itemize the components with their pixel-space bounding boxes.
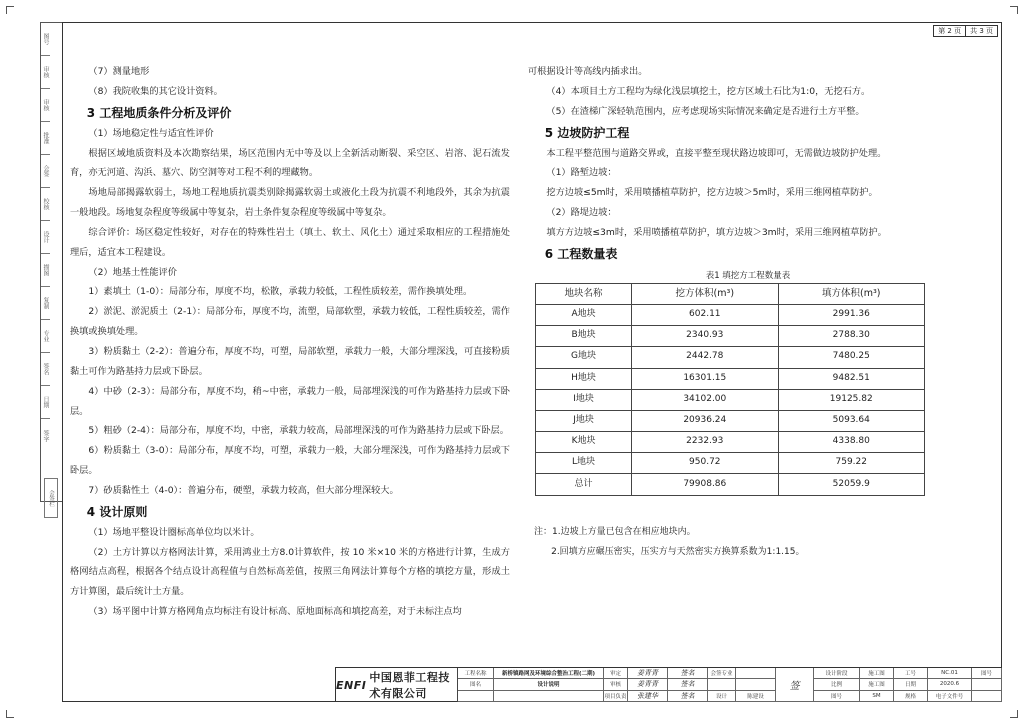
table-cell: 34102.00 (632, 389, 778, 410)
table-row (536, 304, 925, 325)
page-number (933, 25, 998, 37)
title-block-cell (458, 691, 494, 702)
table-cell: 7480.25 (778, 347, 924, 368)
list-item: 7）砂质黏性土（4-0）：普遍分布，硬塑，承载力较高，但大部分埋深较大。 (88, 484, 399, 496)
section-heading-5: 5 边坡防护工程 (544, 125, 630, 140)
list-item: （7）测量地形 (88, 66, 150, 77)
table-cell: B地块 (536, 326, 632, 347)
list-item: （1）场地平整设计圈标高单位均以米计。 (88, 526, 260, 538)
table-cell: 950.72 (632, 453, 778, 474)
title-block-cell: 新桥镇路网及环境综合整治工程(二期) (494, 668, 604, 679)
countersign-label: 会签栏 (44, 478, 58, 518)
title-block-cell: 审定 (604, 668, 628, 679)
crop-mark (6, 6, 14, 14)
table-cell: I地块 (536, 389, 632, 410)
strip-cell: 专业 (41, 320, 50, 353)
title-block-cell (494, 691, 604, 702)
list-item: （3）场平图中计算方格网角点均标注有设计标高、原地面标高和填挖高差，对于未标注点均 (88, 606, 462, 618)
table-header: 填方体积(m³) (778, 283, 924, 304)
title-block-cell: 姜青青 (628, 668, 668, 679)
strip-cell: 日期 (41, 386, 50, 419)
title-block-cell: SM (860, 691, 894, 702)
title-block-cell: NC.01 (928, 668, 972, 679)
company-label: 中国恩菲工程技术有限公司 (369, 671, 450, 700)
strip-cell: 复制 (41, 287, 50, 320)
table-cell: 2340.93 (632, 326, 778, 347)
table-title: 表1 填挖方工程数量表 (705, 270, 791, 281)
title-block-cell: 2020.6 (928, 679, 972, 690)
list-item: 4）中砂（2-3）：局部分布，厚度不均，稍~中密，承载力一般，局部埋深浅的可作为路基持力层或下卧层。 (70, 385, 510, 417)
signature-mark: 签 (776, 668, 814, 702)
table-row (536, 368, 925, 389)
title-block-cell: 工程名称 (458, 668, 494, 679)
strip-cell: 会签 (41, 155, 50, 188)
note: 注：1.边坡上方量已包含在相应地块内。 (534, 527, 696, 537)
table-cell: 79908.86 (632, 474, 778, 495)
paragraph: 场地局部揭露软弱土，场地工程地质抗震类别除揭露软弱土或液化土段为抗震不利地段外，其余为抗震一般地段。场地复杂程度等级属中等复杂，岩土条件复杂程度等级属中等复杂。 (70, 187, 510, 219)
paragraph: 根据区域地质资料及本次勘察结果，场区范围内无中等及以上全新活动断裂、采空区、岩溶、泥石流发育，亦无河道、沟浜、墓穴、防空洞等对工程不利的埋藏物。 (70, 147, 510, 179)
list-item: 5）粗砂（2-4）：局部分布，厚度不均，中密，承载力较高，局部埋深浅的可作为路基持力层或下卧层。 (88, 425, 509, 437)
table-row (536, 326, 925, 347)
crop-mark (6, 710, 14, 718)
title-block-cell: 项目负责 (604, 691, 628, 702)
table-notes (534, 522, 934, 562)
table-cell: 759.22 (778, 453, 924, 474)
table-row (536, 410, 925, 431)
strip-cell: 审核 (41, 89, 50, 122)
list-item: （5）在渣梯广深轻轨范围内，应考虑现场实际情况来确定是否进行土方平整。 (546, 105, 865, 117)
subsection-heading: （1）场地稳定性与适宜性评价 (88, 127, 214, 139)
paragraph: 本工程平整范围与道路交界或，直接平整至现状路边坡即可，无需做边坡防护处理。 (546, 147, 887, 159)
list-item: 1）素填土（1-0）：局部分布，厚度不均，松散，承载力较低，工程性质较差，需作换填处理。 (88, 286, 473, 298)
title-block-cell: 施工图 (860, 679, 894, 690)
table-cell: 2991.36 (778, 304, 924, 325)
table-cell: K地块 (536, 432, 632, 453)
strip-cell: 设计 (41, 221, 50, 254)
table-header-row (536, 283, 925, 304)
crop-mark (1010, 710, 1018, 718)
strip-cell: 审核 (41, 56, 50, 89)
strip-cell: 描图 (41, 254, 50, 287)
section-heading-3: 3 工程地质条件分析及评价 (86, 105, 232, 120)
list-item: 2）淤泥、淤泥质土（2-1）：局部分布，厚度不均，流塑，局部软塑，承载力较低，工程性质较差，需作换填或换填处理。 (70, 306, 510, 338)
title-block-grid (458, 668, 1002, 702)
title-block-cell: 设计说明 (494, 679, 604, 690)
left-signature-strip (40, 22, 62, 502)
strip-cell: 签名 (41, 353, 50, 386)
title-block-cell: 日期 (894, 679, 928, 690)
strip-cell: 签字 (42, 429, 49, 442)
table-row (536, 453, 925, 474)
title-block-cell: 陈建设 (736, 691, 776, 702)
title-block-cell: 规格 (894, 691, 928, 702)
page-total: 共 3 页 (965, 26, 997, 36)
title-block-cell: 施工图 (860, 668, 894, 679)
left-column (70, 62, 510, 622)
title-block-cell: 电子文件号 (928, 691, 972, 702)
table-cell: G地块 (536, 347, 632, 368)
title-block-cell: 比例 (814, 679, 860, 690)
title-block (335, 667, 1002, 702)
table-cell: 2442.78 (632, 347, 778, 368)
title-block-cell: 签名 (668, 691, 708, 702)
company-name (336, 668, 458, 702)
paragraph: 填方方边坡≤3m时，采用喷播植草防护，填方边坡＞3m时，采用三维网植草防护。 (546, 226, 887, 238)
title-block-cell: 图号 (972, 668, 1002, 679)
table-header: 挖方体积(m³) (632, 283, 778, 304)
crop-mark (1010, 6, 1018, 14)
list-item: （2）土方计算以方格网法计算，采用鸿业土方8.0计算软件，按 10 米×10 米的方格进行计算，生成方格网结点高程，根据各个结点设计高程值与自然标高差值，按照三角网法计算每个方格的填挖方量，形成土方计算图，最后统计土方量。 (70, 546, 510, 598)
table-cell: J地块 (536, 410, 632, 431)
list-item: （4）本项目土方工程均为绿化浅层填挖土，挖方区域土石比为1:0，无挖石方。 (546, 85, 871, 97)
title-block-cell (972, 691, 1002, 702)
table-cell: 2232.93 (632, 432, 778, 453)
table-cell: 19125.82 (778, 389, 924, 410)
title-block-cell: 审核 (604, 679, 628, 690)
table-cell: 52059.9 (778, 474, 924, 495)
earthwork-quantity-table (535, 283, 925, 496)
title-block-cell: 张建华 (628, 691, 668, 702)
paragraph: 可根据设计等高线内插求出。 (528, 66, 648, 77)
table-cell: 总计 (536, 474, 632, 495)
table-cell: 9482.51 (778, 368, 924, 389)
table-cell: 4338.80 (778, 432, 924, 453)
table-row (536, 347, 925, 368)
title-block-cell: 图号 (814, 691, 860, 702)
title-block-cell: 工号 (894, 668, 928, 679)
note: 2.回填方应碾压密实，压实方与天然密实方换算系数为1:1.15。 (551, 547, 805, 557)
page-current: 第 2 页 (938, 27, 962, 35)
table-row (536, 432, 925, 453)
title-block-cell (708, 679, 736, 690)
list-item: （8）我院收集的其它设计资料。 (88, 85, 223, 97)
title-block-cell (736, 668, 776, 679)
title-block-cell: 图名 (458, 679, 494, 690)
right-column (528, 62, 928, 496)
enfi-logo: ENFI (336, 678, 367, 692)
strip-cell: 图号 (41, 23, 50, 56)
strip-cell: 校核 (41, 188, 50, 221)
title-block-cell: 设计阶段 (814, 668, 860, 679)
table-cell: A地块 (536, 304, 632, 325)
table-header: 地块名称 (536, 283, 632, 304)
subsection-heading: （2）路堤边坡： (546, 207, 617, 219)
table-cell: H地块 (536, 368, 632, 389)
title-block-cell: 签名 (668, 668, 708, 679)
section-heading-6: 6 工程数量表 (544, 246, 618, 261)
section-heading-4: 4 设计原则 (86, 504, 148, 519)
table-row (536, 389, 925, 410)
title-block-cell: 签名 (668, 679, 708, 690)
title-block-cell: 姜青青 (628, 679, 668, 690)
table-cell: 16301.15 (632, 368, 778, 389)
table-cell: 2788.30 (778, 326, 924, 347)
table-total-row (536, 474, 925, 495)
table-cell: 5093.64 (778, 410, 924, 431)
strip-cell: 批准 (41, 122, 50, 155)
table-cell: 20936.24 (632, 410, 778, 431)
title-block-cell (736, 679, 776, 690)
list-item: 6）粉质黏土（3-0）：局部分布，厚度不均，可塑，承载力一般，大部分埋深浅，可作为路基持力层或下卧层。 (70, 445, 510, 477)
paragraph: 挖方边坡≤5m时，采用喷播植草防护，挖方边坡＞5m时，采用三维网植草防护。 (546, 187, 878, 199)
paragraph: 综合评价：场区稳定性较好，对存在的特殊性岩土（填土、软土、风化土）通过采取相应的工程措施处理后，适宜本工程建设。 (70, 226, 510, 258)
title-block-cell: 会签专业 (708, 668, 736, 679)
table-cell: 602.11 (632, 304, 778, 325)
subsection-heading: （2）地基土性能评价 (88, 266, 177, 278)
title-block-cell: 设计 (708, 691, 736, 702)
title-block-cell (972, 679, 1002, 690)
list-item: 3）粉质黏土（2-2）：普遍分布，厚度不均，可塑，局部软塑，承载力一般，大部分埋深浅，可直接粉质黏土可作为路基持力层或下卧层。 (70, 345, 510, 377)
subsection-heading: （1）路堑边坡： (546, 167, 617, 179)
table-cell: L地块 (536, 453, 632, 474)
